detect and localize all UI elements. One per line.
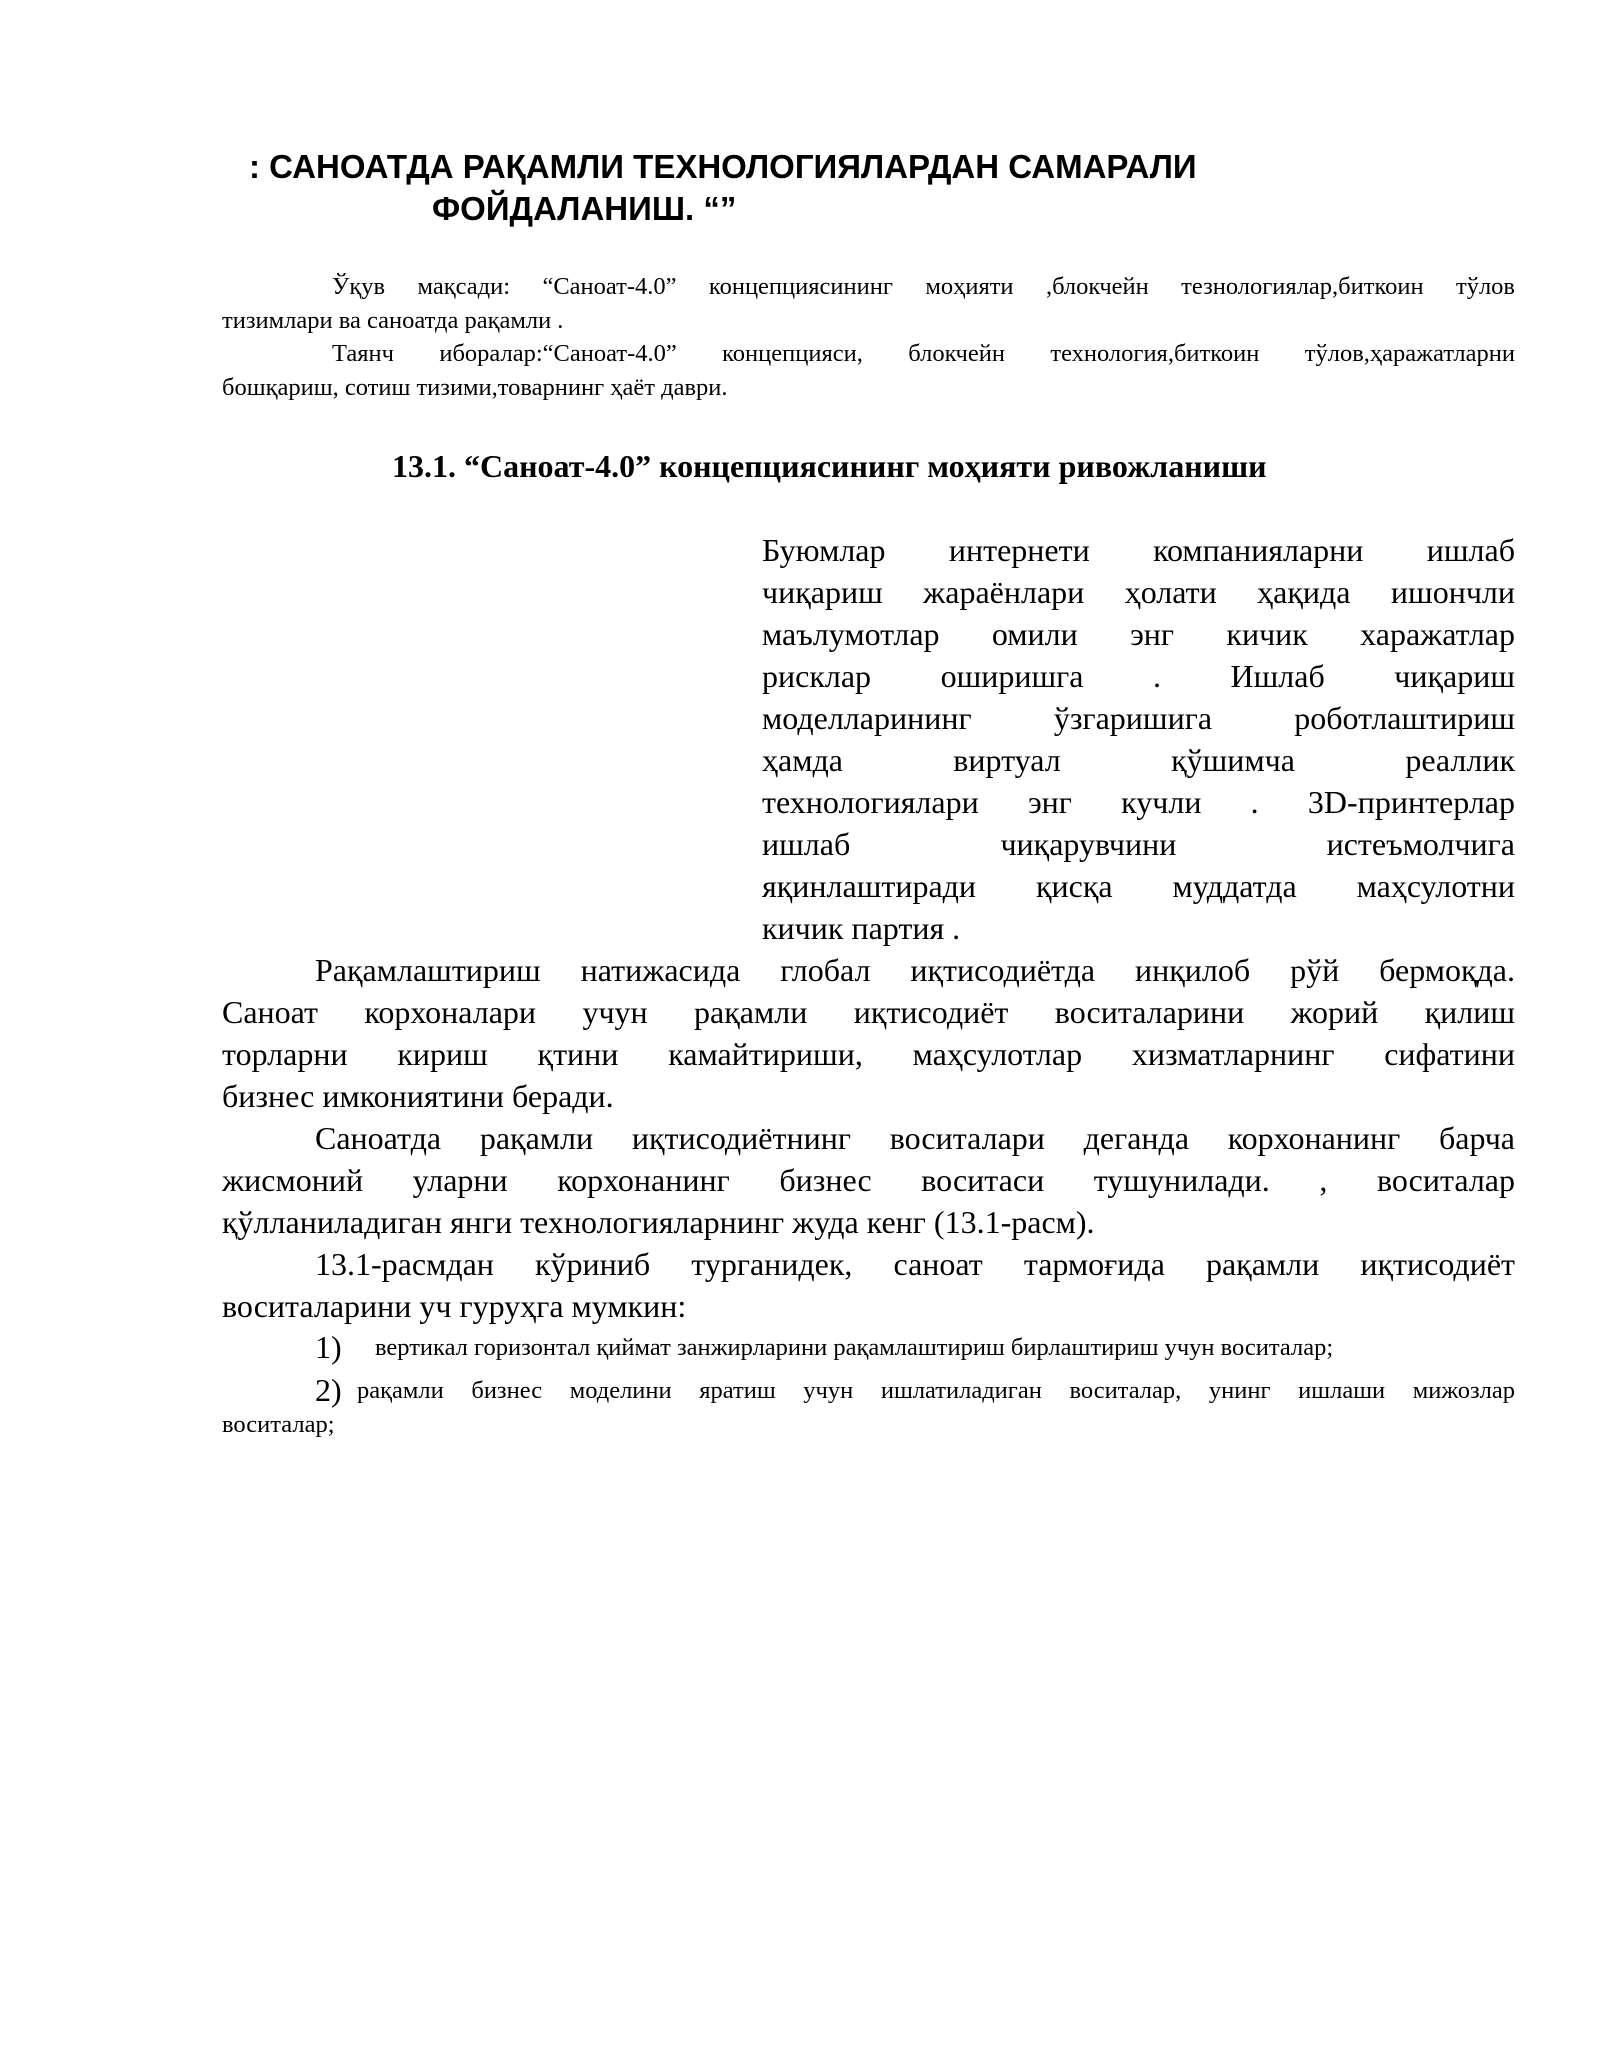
- paragraph-3-line: воситаларини уч гуруҳга мумкин:: [222, 1288, 687, 1324]
- right-column-line: ишлаб чиқарувчини истеъмолчига: [762, 826, 1515, 862]
- list-item-2-continuation: воситалар;: [222, 1411, 335, 1438]
- list-item-2-text: рақамли бизнес моделини яратиш учун ишлатиладиган воситалар, унинг ишлаши мижозлар: [357, 1377, 1515, 1404]
- right-column-line: рисклар оширишга . Ишлаб чиқариш: [762, 658, 1515, 694]
- paragraph-3-line: 13.1-расмдан кўриниб турганидек, саноат тармоғида рақамли иқтисодиёт: [315, 1246, 1515, 1282]
- paragraph-2-line: Саноатда рақамли иқтисодиётнинг воситалари деганда корхонанинг барча: [315, 1120, 1515, 1156]
- paragraph-1-line: торларни кириш қтини камайтириши, маҳсулотлар хизматларнинг сифатини: [222, 1036, 1515, 1072]
- paragraph-1-line: Рақамлаштириш натижасида глобал иқтисодиётда инқилоб рўй бермоқда.: [315, 952, 1515, 988]
- right-column-line: моделларининг ўзгаришига роботлаштириш: [762, 700, 1515, 736]
- right-column-line: яқинлаштиради қисқа муддатда маҳсулотни: [762, 868, 1515, 904]
- right-column-line: ҳамда виртуал қўшимча реаллик: [762, 742, 1515, 778]
- right-column-line: чиқариш жараёнлари ҳолати ҳақида ишончли: [762, 574, 1515, 610]
- list-item-2-number: 2): [315, 1372, 342, 1408]
- right-column-line: маълумотлар омили энг кичик харажатлар: [762, 616, 1515, 652]
- paragraph-2-line: қўлланиладиган янги технологияларнинг жуда кенг (13.1-расм).: [222, 1204, 1095, 1240]
- section-heading: 13.1. “Саноат-4.0” концепциясининг моҳияти ривожланиши: [392, 448, 1267, 484]
- list-item-1-text: вертикал горизонтал қиймат занжирларини рақамлаштириш бирлаштириш учун воситалар;: [375, 1334, 1334, 1361]
- document-title-line-2: ФОЙДАЛАНИШ. “”: [432, 190, 737, 227]
- paragraph-1-line: бизнес имкониятини беради.: [222, 1078, 614, 1114]
- paragraph-1-line: Саноат корхоналари учун рақамли иқтисодиёт воситаларини жорий қилиш: [222, 994, 1515, 1030]
- right-column-line: кичик партия .: [762, 910, 961, 946]
- paragraph-2-line: жисмоний уларни корхонанинг бизнес воситаси тушунилади. , воситалар: [222, 1162, 1515, 1198]
- learning-goal-line-2: тизимлари ва саноатда рақамли .: [222, 307, 564, 334]
- learning-goal-line-1: Ўқув мақсади: “Саноат-4.0” концепциясининг моҳияти ,блокчейн тезнологиялар,биткоин тўлов: [332, 273, 1515, 300]
- keywords-line-2: бошқариш, сотиш тизими,товарнинг ҳаёт даври.: [222, 374, 728, 401]
- right-column-line: Буюмлар интернети компанияларни ишлаб: [762, 532, 1515, 568]
- document-title-line-1: : САНОАТДА РАҚАМЛИ ТЕХНОЛОГИЯЛАРДАН САМАРАЛИ: [249, 148, 1197, 185]
- list-item-1-number: 1): [315, 1329, 342, 1365]
- keywords-line-1: Таянч иборалар:“Саноат-4.0” концепцияси, блокчейн технология,биткоин тўлов,ҳаражатларни: [332, 340, 1515, 367]
- right-column-line: технологиялари энг кучли . 3D-принтерлар: [762, 784, 1515, 820]
